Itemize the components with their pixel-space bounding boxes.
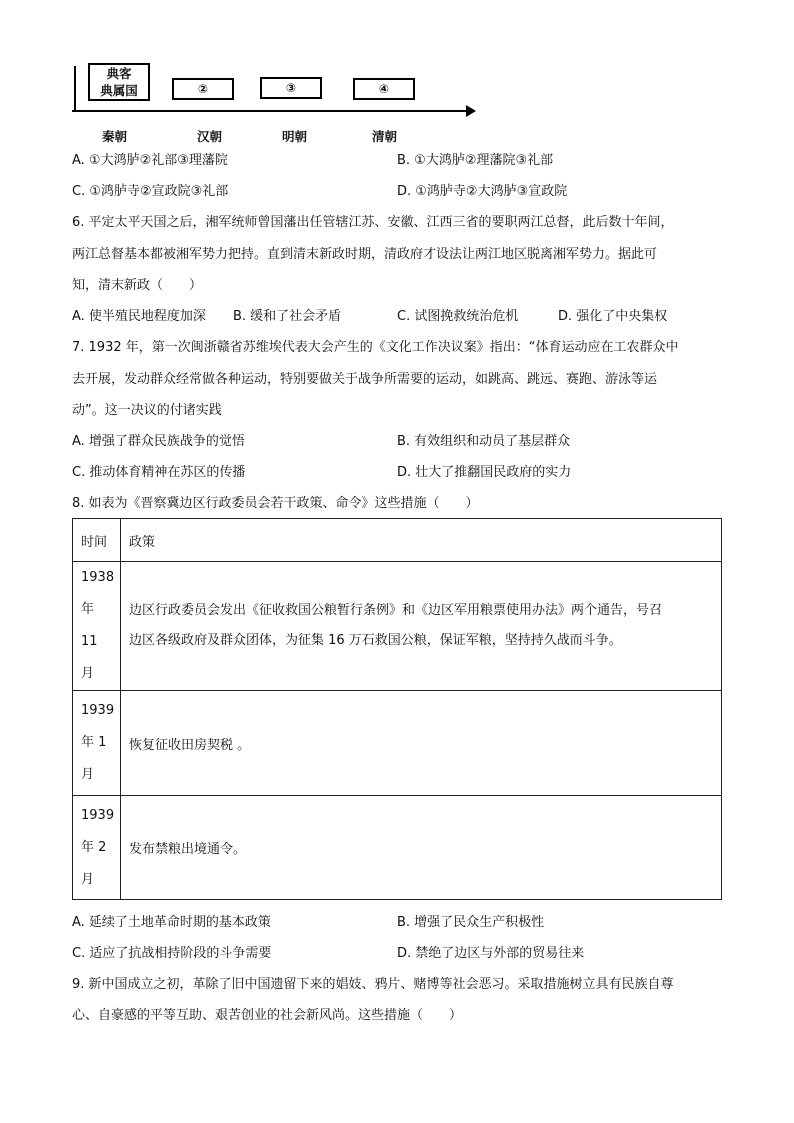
- era-han: 汉朝: [197, 129, 223, 144]
- policy-table: [72, 518, 722, 900]
- timeline-box-qin: [88, 63, 150, 101]
- q6-stem-line3: 知，清末新政（ ）: [72, 278, 203, 293]
- box-qing-label: ④: [378, 82, 390, 96]
- box-ming-label: ③: [285, 81, 297, 95]
- q9-stem-line1: 9. 新中国成立之初，革除了旧中国遗留下来的娼妓、鸦片、赌博等社会恶习。采取措施树立具有民族自尊: [72, 977, 674, 992]
- q7-option-c: C. 推动体育精神在苏区的传播: [72, 465, 246, 480]
- era-ming: 明朝: [282, 129, 308, 144]
- timeline-axis: [72, 110, 468, 112]
- q7-stem-line2: 去开展，发动群众经常做各种运动，特别要做关于战争所需要的运动，如跳高、跳远、赛跑、游泳等运: [72, 372, 658, 387]
- q9-stem-line2: 心、自豪感的平等互助、艰苦创业的社会新风尚。这些措施（ ）: [72, 1008, 463, 1023]
- q6-stem-line1: 6. 平定太平天国之后，湘军统师曾国藩出任管辖江苏、安徽、江西三省的要职两江总督，此后数十年间，: [72, 215, 674, 230]
- era-qing: 清朝: [372, 129, 398, 144]
- row1-time-month: 年 11: [81, 602, 98, 649]
- table-row: [73, 562, 722, 691]
- q5-option-b: B. ①大鸿胪②理藩院③礼部: [397, 153, 554, 168]
- timeline-box-qing: [353, 78, 415, 100]
- row1-policy-line1: 边区行政委员会发出《征收救国公粮暂行条例》和《边区军用粮票使用办法》两个通告，号召: [129, 603, 663, 618]
- q8-option-a: A. 延续了土地革命时期的基本政策: [72, 915, 271, 930]
- q5-option-d: D. ①鸿胪寺②大鸿胪③宣政院: [397, 184, 568, 199]
- box-qin-line1: 典客: [106, 66, 132, 81]
- q8-option-b: B. 增强了民众生产积极性: [397, 915, 545, 930]
- header-policy: 政策: [121, 519, 722, 562]
- row3-time-month: 年 2: [81, 839, 107, 855]
- row1-time: [73, 562, 121, 691]
- timeline-box-ming: [260, 77, 322, 99]
- timeline-arrow: [466, 105, 476, 117]
- q6-option-a: A. 使半殖民地程度加深: [72, 309, 206, 324]
- timeline-stem-qin: [74, 66, 76, 112]
- q8-option-d: D. 禁绝了边区与外部的贸易往来: [397, 946, 585, 961]
- row2-policy-line1: 恢复征收田房契税 。: [129, 737, 251, 753]
- q7-option-b: B. 有效组织和动员了基层群众: [397, 434, 571, 449]
- row3-time-suffix: 月: [81, 871, 95, 887]
- row1-time-suffix: 月: [81, 666, 95, 681]
- q7-option-a: A. 增强了群众民族战争的觉悟: [72, 434, 245, 449]
- q6-option-c: C. 试图挽救统治危机: [397, 309, 519, 324]
- q7-option-d: D. 壮大了推翻国民政府的实力: [397, 465, 572, 480]
- row2-time: [73, 691, 121, 796]
- box-qin-line2: 典属国: [100, 83, 138, 98]
- q8-stem: 8. 如表为《晋察冀边区行政委员会若干政策、命令》这些措施（ ）: [72, 496, 479, 511]
- era-qin: 秦朝: [102, 129, 128, 144]
- q6-option-d: D. 强化了中央集权: [558, 309, 668, 324]
- row1-policy: [121, 562, 722, 691]
- row3-time-year: 1939: [81, 807, 115, 823]
- q5-option-a: A. ①大鸿胪②礼部③理藩院: [72, 153, 228, 168]
- q5-option-c: C. ①鸿胪寺②宣政院③礼部: [72, 184, 229, 199]
- table-header-row: [73, 519, 722, 562]
- row3-policy: [121, 796, 722, 900]
- row1-time-year: 1938: [81, 570, 115, 585]
- row2-policy: [121, 691, 722, 796]
- row2-time-year: 1939: [81, 703, 115, 718]
- q7-stem-line3: 动”。这一决议的付诸实践: [72, 403, 222, 418]
- table-row: [73, 691, 722, 796]
- timeline-box-han: [172, 78, 234, 100]
- row1-policy-line2: 边区各级政府及群众团体，为征集 16 万石救国公粮，保证军粮，坚持持久战而斗争。: [129, 633, 622, 648]
- header-time: 时间: [73, 519, 121, 562]
- row2-time-suffix: 月: [81, 767, 95, 782]
- q7-stem-line1: 7. 1932 年，第一次闽浙赣省苏维埃代表大会产生的《文化工作决议案》指出：“体育运动应在工农群众中: [72, 340, 679, 355]
- table-row: [73, 796, 722, 900]
- row3-time: [73, 796, 121, 900]
- q6-option-b: B. 缓和了社会矛盾: [233, 309, 342, 324]
- q6-stem-line2: 两江总督基本都被湘军势力把持。直到清末新政时期，清政府才设法让两江地区脱离湘军势力。据此可: [72, 247, 658, 262]
- q8-option-c: C. 适应了抗战相持阶段的斗争需要: [72, 946, 272, 961]
- row3-policy-line1: 发布禁粮出境通令。: [129, 842, 247, 857]
- box-han-label: ②: [197, 82, 209, 96]
- row2-time-month: 年 1: [81, 735, 107, 750]
